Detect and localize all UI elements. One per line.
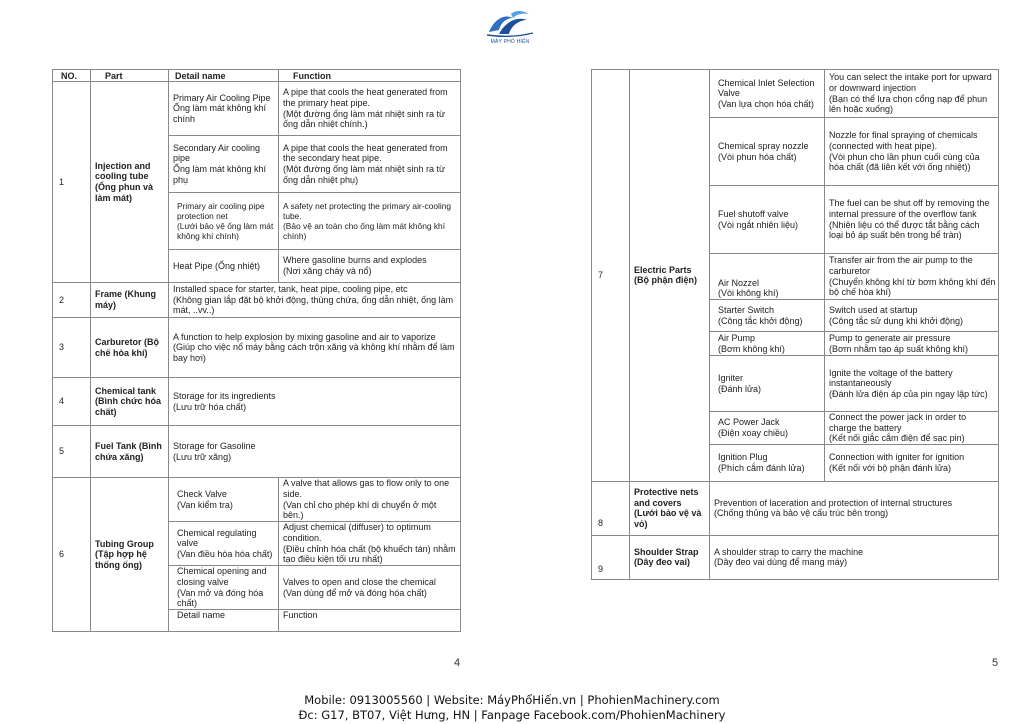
detail-name: Starter Switch (Công tắc khởi động) xyxy=(710,300,825,332)
function-text: Pump to generate air pressure (Bơm nhằm tạo áp suất không khí) xyxy=(825,332,999,356)
brand-logo xyxy=(480,8,540,48)
header-no: NO. xyxy=(53,70,91,82)
footer-address-line: Đc: G17, BT07, Việt Hưng, HN | Fanpage Facebook.com/PhohienMachinery xyxy=(298,708,726,722)
row-number: 7 xyxy=(592,70,630,482)
parts-table-left xyxy=(52,69,461,632)
description-text: Prevention of laceration and protection of internal structures (Chống thủng và bảo vệ cấu trúc bên trong) xyxy=(710,481,999,535)
description-text: Storage for its ingredients (Lưu trữ hóa chất) xyxy=(169,378,461,426)
header-part: Part xyxy=(91,70,169,82)
part-name: Injection and cooling tube (Ống phun và làm mát) xyxy=(91,82,169,283)
part-name: Tubing Group (Tập hợp hệ thống ống) xyxy=(91,478,169,632)
description-text: A function to help explosion by mixing gasoline and air to vaporize (Giúp cho việc nổ máy bằng cách trộn xăng và không khí nhằm để làm bay hơi) xyxy=(169,318,461,378)
detail-name: AC Power Jack (Điện xoay chiều) xyxy=(710,412,825,445)
logo-text: MÁY PHỔ HIẾN xyxy=(490,39,530,45)
detail-name: Secondary Air cooling pipe Ống làm mát không khí phụ xyxy=(169,136,279,193)
part-name: Carburetor (Bộ chế hòa khí) xyxy=(91,318,169,378)
function-text: Nozzle for final spraying of chemicals (connected with heat pipe). (Vòi phun cho lần phun cuối cùng của hóa chất (đã liên kết với ống nhiệt)) xyxy=(825,118,999,186)
part-name: Shoulder Strap (Dây đeo vai) xyxy=(630,535,710,579)
table-row xyxy=(53,283,461,318)
row-number: 8 xyxy=(592,481,630,535)
table-row xyxy=(592,70,999,118)
function-text: Ignite the voltage of the battery instantaneously (Đánh lửa điện áp của pin ngay lập tức) xyxy=(825,356,999,412)
detail-name: Chemical regulating valve (Van điều hòa hóa chất) xyxy=(169,522,279,566)
row-number: 4 xyxy=(53,378,91,426)
detail-name: Heat Pipe (Ống nhiệt) xyxy=(169,250,279,283)
row-number: 2 xyxy=(53,283,91,318)
row-number: 9 xyxy=(592,535,630,579)
function-text: You can select the intake port for upward or downward injection (Bạn có thể lựa chọn cổng nạp để phun lên hoặc xuống) xyxy=(825,70,999,118)
description-text: Storage for Gasoline (Lưu trữ xăng) xyxy=(169,426,461,478)
function-text: Valves to open and close the chemical (Van dùng để mở và đóng hóa chất) xyxy=(279,566,461,610)
part-name: Fuel Tank (Bình chứa xăng) xyxy=(91,426,169,478)
function-text: Function xyxy=(279,610,461,632)
function-text: A pipe that cools the heat generated from the secondary heat pipe. (Một đường ống làm mát nhiệt sinh ra từ ống dẫn nhiệt phụ) xyxy=(279,136,461,193)
part-name: Protective nets and covers (Lưới bảo vệ và vỏ) xyxy=(630,481,710,535)
part-name: Frame (Khung máy) xyxy=(91,283,169,318)
detail-name: Primary air cooling pipe protection net (Lưới bảo vệ ống làm mát không khí chính) xyxy=(169,193,279,250)
function-text: Connection with igniter for ignition (Kết nối với bộ phận đánh lửa) xyxy=(825,444,999,481)
page-number-left: 4 xyxy=(454,657,461,669)
detail-name: Check Valve (Van kiểm tra) xyxy=(169,478,279,522)
function-text: A pipe that cools the heat generated from the primary heat pipe. (Một đường ống làm mát nhiệt sinh ra từ ống dẫn nhiệt chính.) xyxy=(279,82,461,136)
detail-name: Igniter (Đánh lửa) xyxy=(710,356,825,412)
function-text: Switch used at startup (Công tắc sử dụng khi khởi động) xyxy=(825,300,999,332)
function-text: The fuel can be shut off by removing the internal pressure of the overflow tank (Nhiên liệu có thể được tắt bằng cách loại bỏ áp suất bên trong bể tràn) xyxy=(825,186,999,254)
footer-contact-line: Mobile: 0913005560 | Website: MáyPhổHiến.vn | PhohienMachinery.com xyxy=(304,693,720,707)
part-name: Electric Parts (Bộ phận điện) xyxy=(630,70,710,482)
function-text: Connect the power jack in order to charge the battery (Kết nối giắc cắm điện để sạc pin) xyxy=(825,412,999,445)
detail-name: Chemical spray nozzle (Vòi phun hóa chất) xyxy=(710,118,825,186)
header-function: Function xyxy=(279,70,461,82)
table-row xyxy=(53,426,461,478)
detail-name: Chemical opening and closing valve (Van mở và đóng hóa chất) xyxy=(169,566,279,610)
logo-waves-icon xyxy=(483,8,537,40)
row-number: 3 xyxy=(53,318,91,378)
description-text: Installed space for starter, tank, heat pipe, cooling pipe, etc (Không gian lắp đặt bộ khởi động, thùng chứa, ống dẫn nhiệt, ống làm mát, ..vv..) xyxy=(169,283,461,318)
function-text: A valve that allows gas to flow only to one side. (Van chỉ cho phép khí di chuyển ở một bên.) xyxy=(279,478,461,522)
table-header-row xyxy=(53,70,461,82)
description-text: A shoulder strap to carry the machine (Dây đeo vai dùng để mang máy) xyxy=(710,535,999,579)
table-row xyxy=(53,82,461,136)
detail-name: Detail name xyxy=(169,610,279,632)
row-number: 6 xyxy=(53,478,91,632)
function-text: Adjust chemical (diffuser) to optimum condition. (Điều chỉnh hóa chất (bộ khuếch tán) nhằm tạo điều kiện tối ưu nhất) xyxy=(279,522,461,566)
detail-name: Ignition Plug (Phích cắm đánh lửa) xyxy=(710,444,825,481)
function-text: Where gasoline burns and explodes (Nơi xăng cháy và nổ) xyxy=(279,250,461,283)
table-row xyxy=(53,378,461,426)
table-row xyxy=(53,478,461,522)
parts-table-right xyxy=(591,69,999,580)
table-row xyxy=(592,481,999,535)
part-name: Chemical tank (Bình chức hóa chất) xyxy=(91,378,169,426)
table-row xyxy=(592,535,999,579)
detail-name: Air Pump (Bơm không khí) xyxy=(710,332,825,356)
function-text: Transfer air from the air pump to the carburetor (Chuyển không khí từ bơm không khí đến bộ chế hòa khí) xyxy=(825,254,999,300)
detail-name: Air Nozzel (Vòi không khí) xyxy=(710,254,825,300)
detail-name: Fuel shutoff valve (Vòi ngắt nhiên liệu) xyxy=(710,186,825,254)
table-row xyxy=(53,318,461,378)
row-number: 5 xyxy=(53,426,91,478)
detail-name: Chemical Inlet Selection Valve (Van lựa chọn hóa chất) xyxy=(710,70,825,118)
page-number-right: 5 xyxy=(992,657,999,669)
header-detail-name: Detail name xyxy=(169,70,279,82)
row-number: 1 xyxy=(53,82,91,283)
detail-name: Primary Air Cooling Pipe Ống làm mát không khí chính xyxy=(169,82,279,136)
function-text: A safety net protecting the primary air-cooling tube. (Bảo vệ an toàn cho ống làm mát không khí chính) xyxy=(279,193,461,250)
